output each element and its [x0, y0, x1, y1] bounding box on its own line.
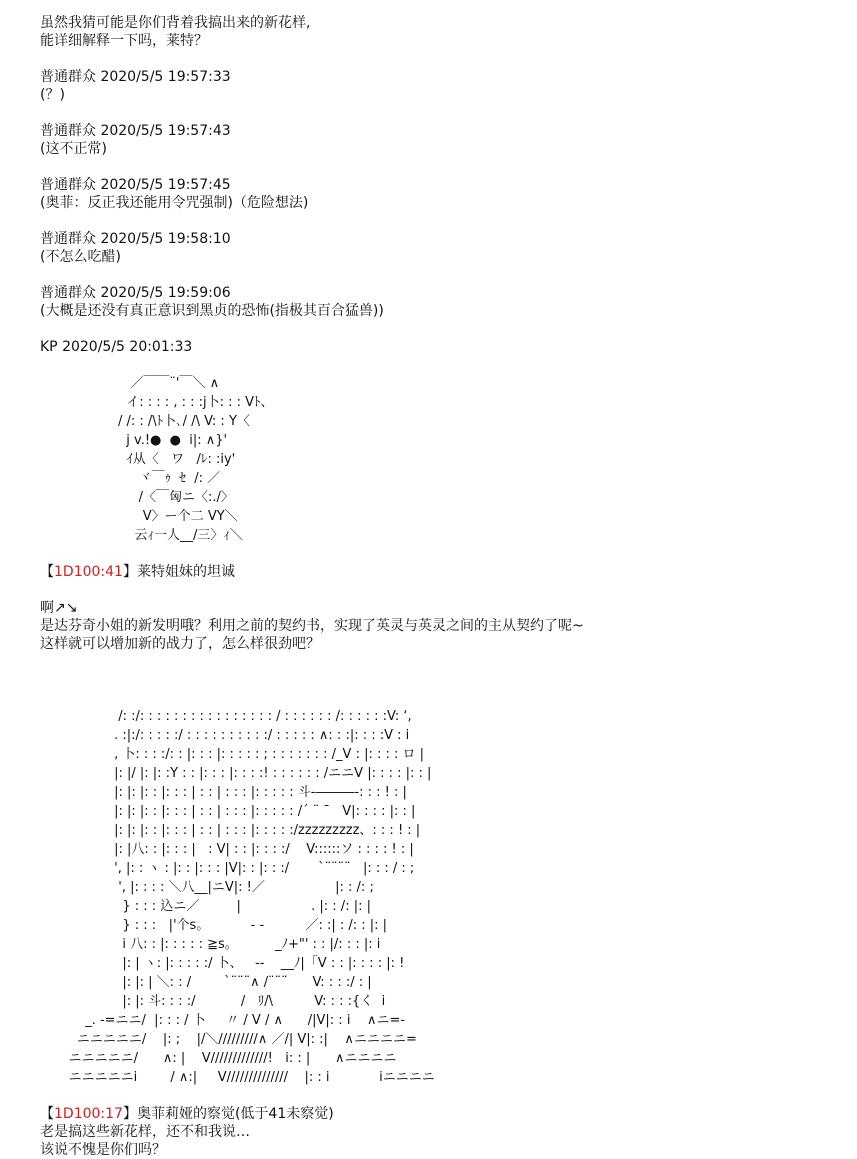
comment — [40, 176, 840, 212]
comment-header — [40, 68, 840, 86]
comment-text: (这不正常) — [40, 141, 107, 157]
dialog-line: 该说不愧是你们吗？ — [40, 1142, 166, 1158]
comment-header — [40, 122, 840, 140]
comment-header — [40, 230, 840, 248]
dice-bracket-open: 【 — [40, 1106, 54, 1122]
comment — [40, 68, 840, 104]
comment-time: 2020/5/5 19:59:06 — [100, 285, 231, 301]
post-content — [40, 14, 840, 1159]
comment-text: (？) — [40, 87, 65, 103]
comment-user: 普通群众 — [40, 123, 96, 139]
intro-line-2: 能详细解释一下吗，莱特？ — [40, 33, 208, 49]
kp-user: KP — [40, 339, 58, 355]
dice-bracket-close: 】 — [122, 564, 137, 580]
dialog-line: 啊↗↘ — [40, 600, 78, 616]
intro-line-1: 虽然我猜可能是你们背着我搞出来的新花样, — [40, 15, 311, 31]
dice-bracket-close: 】 — [122, 1106, 137, 1122]
comment — [40, 122, 840, 158]
comment-time: 2020/5/5 19:58:10 — [100, 231, 231, 247]
ascii-art-character-1: ／￣￣¨'￣＼ ∧ イ: : : : , : : :j卜: : : Ⅴﾄ、 / /: : /\ﾄ卜､/ /\ V: : Y〈 j v.!● ● i|: ∧}' ｲ从〈 ワ /ﾚ: :iy' ヾ￣ｩ ｾ /: ／ /〈￣匈ニ〈:./〉 V〉ー个二 VY＼ 云ｨ一人__/三〉ｨ＼ — [118, 376, 274, 543]
comment-text: (奥菲：反正我还能用令咒强制)（危险想法) — [40, 195, 309, 211]
dice-roll: 1D100:41 — [54, 564, 123, 580]
dice-line — [40, 1105, 840, 1123]
kp-time: 2020/5/5 20:01:33 — [62, 339, 193, 355]
comment — [40, 284, 840, 320]
comment — [40, 230, 840, 266]
dialog-line: 这样就可以增加新的战力了，怎么样很劲吧？ — [40, 636, 320, 652]
comment-text: (大概是还没有真正意识到黑贞的恐怖(指极其百合猛兽)) — [40, 303, 384, 319]
dialog-line: 老是搞这些新花样，还不和我说… — [40, 1124, 250, 1140]
comment-user: 普通群众 — [40, 285, 96, 301]
comment-header — [40, 284, 840, 302]
dice-line — [40, 563, 840, 581]
dice-label: 奥菲莉娅的察觉(低于41未察觉) — [136, 1106, 334, 1122]
comment-time: 2020/5/5 19:57:43 — [100, 123, 231, 139]
comment-text: (不怎么吃醋) — [40, 249, 121, 265]
dice-bracket-open: 【 — [40, 564, 54, 580]
dialog-line: 是达芬奇小姐的新发明哦？利用之前的契约书，实现了英灵与英灵之间的主从契约了呢~ — [40, 618, 584, 634]
comment-user: 普通群众 — [40, 177, 96, 193]
comment-time: 2020/5/5 19:57:33 — [100, 69, 231, 85]
dice-label: 莱特姐妹的坦诚 — [136, 564, 235, 580]
comment-header — [40, 176, 840, 194]
dice-roll: 1D100:17 — [54, 1106, 123, 1122]
comment-time: 2020/5/5 19:57:45 — [100, 177, 231, 193]
ascii-art-character-2: /: :/: : : : : : : : : : : : : : : : / : : : : : : /: : : : : :V: ‘, . :|:/: : : : :/ : : : : : : : : : :/ : : : : : ∧: : :|: : : :V : i , 卜: : : :/: : |: : : |: : : : : ; : : : : : : : /_V : |: : : : ロ | |: |/ |: |: :Y : : |: : : |: : : :! : : : : : : /ニニV |: : : : |: : | |: |: |: : |: : : | : : | : : : |: : : : : 斗-―――-: : : ! : | |: |: |: : |: : : | : : | : : : |: : : : : /´ ¨ ¯ V|: : : : |: : | |: |: |: : |: : : | : : | : : : |: : : : :/zzzzzzzzz、: : : ! : | |: |八: : |: : : | : V| : : |: : : :/ V::::::ソ : : : : ! : | ', |: : ヽ : |: : |: : : |V|: : |: : :/ `¨¨¨¨ |: : : / : ; ', |: : : : ＼八__|ニV|: !／ |: : /: ; } : : : 込ニ／ | . |: : /: |: | } : : : |'个s。 ‐ ‐ ／: :| : /: : |: | i 八: : |: : : : : ≧s。 _ﾉ+"' : : |/: : : |: i |: | ヽ: |: : : : :/ 卜、 ‐‐ __ﾉ|「V : : |: : : : |: ! |: |: | ＼: : / `¨¨¨∧ /¨¨¨ V: : : :/ : | |: |: 斗: : : :/ / ﾘ/\ V: : : :{く i _. -=ニニ/ |: : : / 卜 〃 / V / ∧ /|V|: : i ∧ニ=- ニニニニニ/ |: ; |/＼/////////∧ ／/| V|: :| ∧ニニニニ= ニニニニニ/ ∧: | V/////////////! i: : | ∧ニニニニ ニニニニニi / ∧:| V////////////// |: : i iニニニニ — [68, 709, 435, 1085]
kp-header — [40, 338, 840, 356]
comment-user: 普通群众 — [40, 231, 96, 247]
comment-user: 普通群众 — [40, 69, 96, 85]
